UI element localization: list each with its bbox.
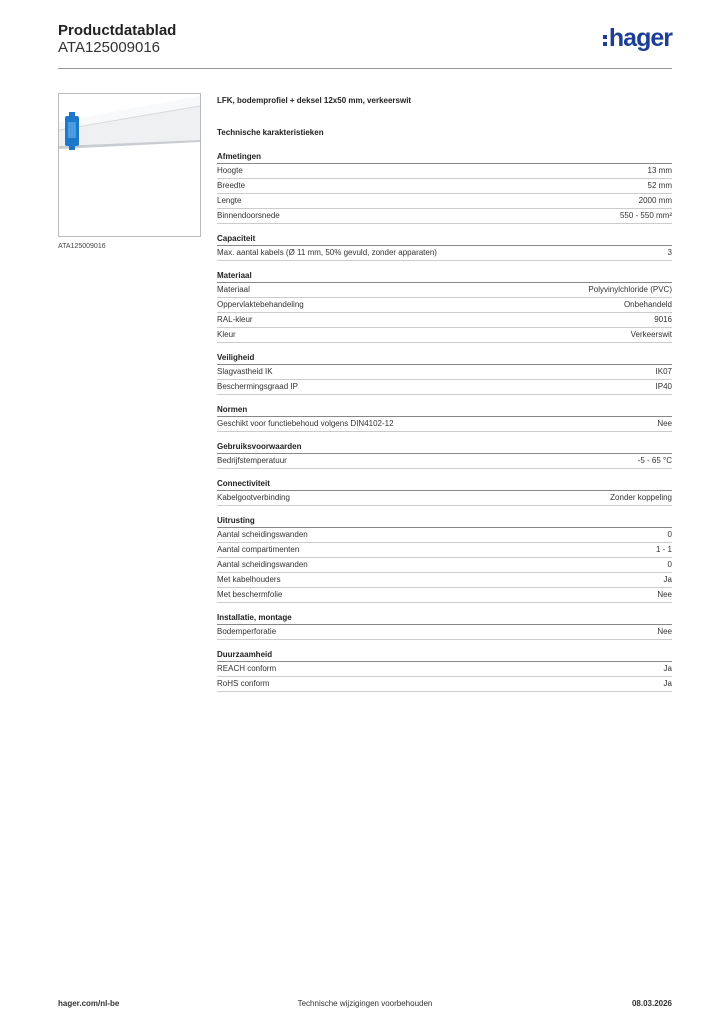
spec-row: [217, 588, 672, 603]
spec-group-afmetingen: [217, 150, 672, 224]
spec-label: Kabelgootverbinding: [217, 493, 290, 502]
spec-value: Nee: [657, 419, 672, 428]
spec-row: [217, 328, 672, 343]
spec-value: 0: [667, 560, 672, 569]
spec-value: Ja: [663, 575, 672, 584]
spec-label: Met beschermfolie: [217, 590, 283, 599]
document-title: Productdatablad: [58, 22, 177, 39]
spec-row: [217, 164, 672, 179]
group-title: Normen: [217, 403, 672, 417]
spec-row: [217, 454, 672, 469]
spec-row: [217, 528, 672, 543]
spec-label: Materiaal: [217, 285, 250, 294]
spec-value: 550 - 550 mm²: [619, 211, 672, 220]
spec-label: RAL-kleur: [217, 315, 253, 324]
spec-group-duurzaamheid: [217, 648, 672, 692]
spec-row: [217, 209, 672, 224]
spec-group-capaciteit: [217, 232, 672, 261]
specifications: [217, 94, 672, 692]
hager-logo: [603, 26, 672, 51]
spec-label: Aantal scheidingswanden: [217, 530, 308, 539]
spec-value: 52 mm: [647, 181, 672, 190]
group-title: Uitrusting: [217, 514, 672, 528]
group-title: Capaciteit: [217, 232, 672, 246]
spec-value: 0: [667, 530, 672, 539]
product-description: LFK, bodemprofiel + deksel 12x50 mm, verkeerswit: [217, 96, 412, 105]
spec-label: Lengte: [217, 196, 242, 205]
spec-value: IP40: [655, 382, 672, 391]
spec-row: [217, 558, 672, 573]
spec-label: Max. aantal kabels (Ø 11 mm, 50% gevuld, zonder apparaten): [217, 248, 437, 257]
spec-label: Bodemperforatie: [217, 627, 277, 636]
group-title: Installatie, montage: [217, 611, 672, 625]
image-caption: ATA125009016: [58, 243, 106, 250]
spec-label: Kleur: [217, 330, 236, 339]
spec-value: 3: [667, 248, 672, 257]
spec-row: [217, 625, 672, 640]
logo-dots-icon: [603, 35, 607, 46]
spec-row: [217, 283, 672, 298]
spec-row: [217, 365, 672, 380]
spec-row: [217, 573, 672, 588]
group-title: Afmetingen: [217, 150, 672, 164]
spec-label: REACH conform: [217, 664, 277, 673]
spec-label: RoHS conform: [217, 679, 270, 688]
spec-row: [217, 662, 672, 677]
spec-group-normen: [217, 403, 672, 432]
spec-label: Beschermingsgraad IP: [217, 382, 298, 391]
spec-heading: Technische karakteristieken: [217, 128, 324, 137]
spec-group-veiligheid: [217, 351, 672, 395]
spec-row: [217, 179, 672, 194]
spec-label: Hoogte: [217, 166, 243, 175]
spec-row: [217, 313, 672, 328]
spec-value: 1 - 1: [655, 545, 672, 554]
page-header: [58, 22, 672, 70]
spec-value: 13 mm: [647, 166, 672, 175]
spec-row: [217, 246, 672, 261]
product-image: [58, 93, 201, 237]
spec-group-connectiviteit: [217, 477, 672, 506]
group-title: Materiaal: [217, 269, 672, 283]
spec-label: Oppervlaktebehandeling: [217, 300, 304, 309]
spec-value: -5 - 65 °C: [637, 456, 672, 465]
spec-row: [217, 380, 672, 395]
spec-value: 2000 mm: [638, 196, 672, 205]
footer-website-link[interactable]: hager.com/nl-be: [58, 999, 120, 1008]
spec-value: Zonder koppeling: [610, 493, 672, 502]
spec-group-materiaal: [217, 269, 672, 343]
spec-row: [217, 417, 672, 432]
spec-label: Breedte: [217, 181, 246, 190]
spec-value: Nee: [657, 627, 672, 636]
spec-row: [217, 677, 672, 692]
spec-row: [217, 491, 672, 506]
spec-label: Geschikt voor functiebehoud volgens DIN4102-12: [217, 419, 394, 428]
footer-date: 08.03.2026: [631, 999, 672, 1008]
group-title: Veiligheid: [217, 351, 672, 365]
group-title: Duurzaamheid: [217, 648, 672, 662]
spec-row: [217, 543, 672, 558]
spec-row: [217, 298, 672, 313]
cable-duct-product-image-icon: [59, 94, 200, 236]
spec-group-installatie-montage: [217, 611, 672, 640]
header-divider: [58, 68, 672, 69]
group-title: Connectiviteit: [217, 477, 672, 491]
spec-label: Aantal compartimenten: [217, 545, 300, 554]
spec-value: Ja: [663, 664, 672, 673]
spec-label: Slagvastheid IK: [217, 367, 273, 376]
spec-value: Nee: [657, 590, 672, 599]
spec-row: [217, 194, 672, 209]
spec-label: Aantal scheidingswanden: [217, 560, 308, 569]
spec-label: Bedrijfstemperatuur: [217, 456, 287, 465]
spec-value: 9016: [654, 315, 672, 324]
spec-value: IK07: [655, 367, 672, 376]
group-title: Gebruiksvoorwaarden: [217, 440, 672, 454]
spec-label: Met kabelhouders: [217, 575, 281, 584]
spec-value: Onbehandeld: [623, 300, 672, 309]
spec-value: Verkeerswit: [630, 330, 672, 339]
spec-value: Ja: [663, 679, 672, 688]
spec-group-uitrusting: [217, 514, 672, 603]
footer-disclaimer: Technische wijzigingen voorbehouden: [297, 999, 433, 1008]
brand-name: hager: [608, 24, 672, 52]
product-code: ATA125009016: [58, 39, 161, 56]
spec-value: Polyvinylchloride (PVC): [588, 285, 672, 294]
spec-label: Binnendoorsnede: [217, 211, 280, 220]
spec-group-gebruiksvoorwaarden: [217, 440, 672, 469]
